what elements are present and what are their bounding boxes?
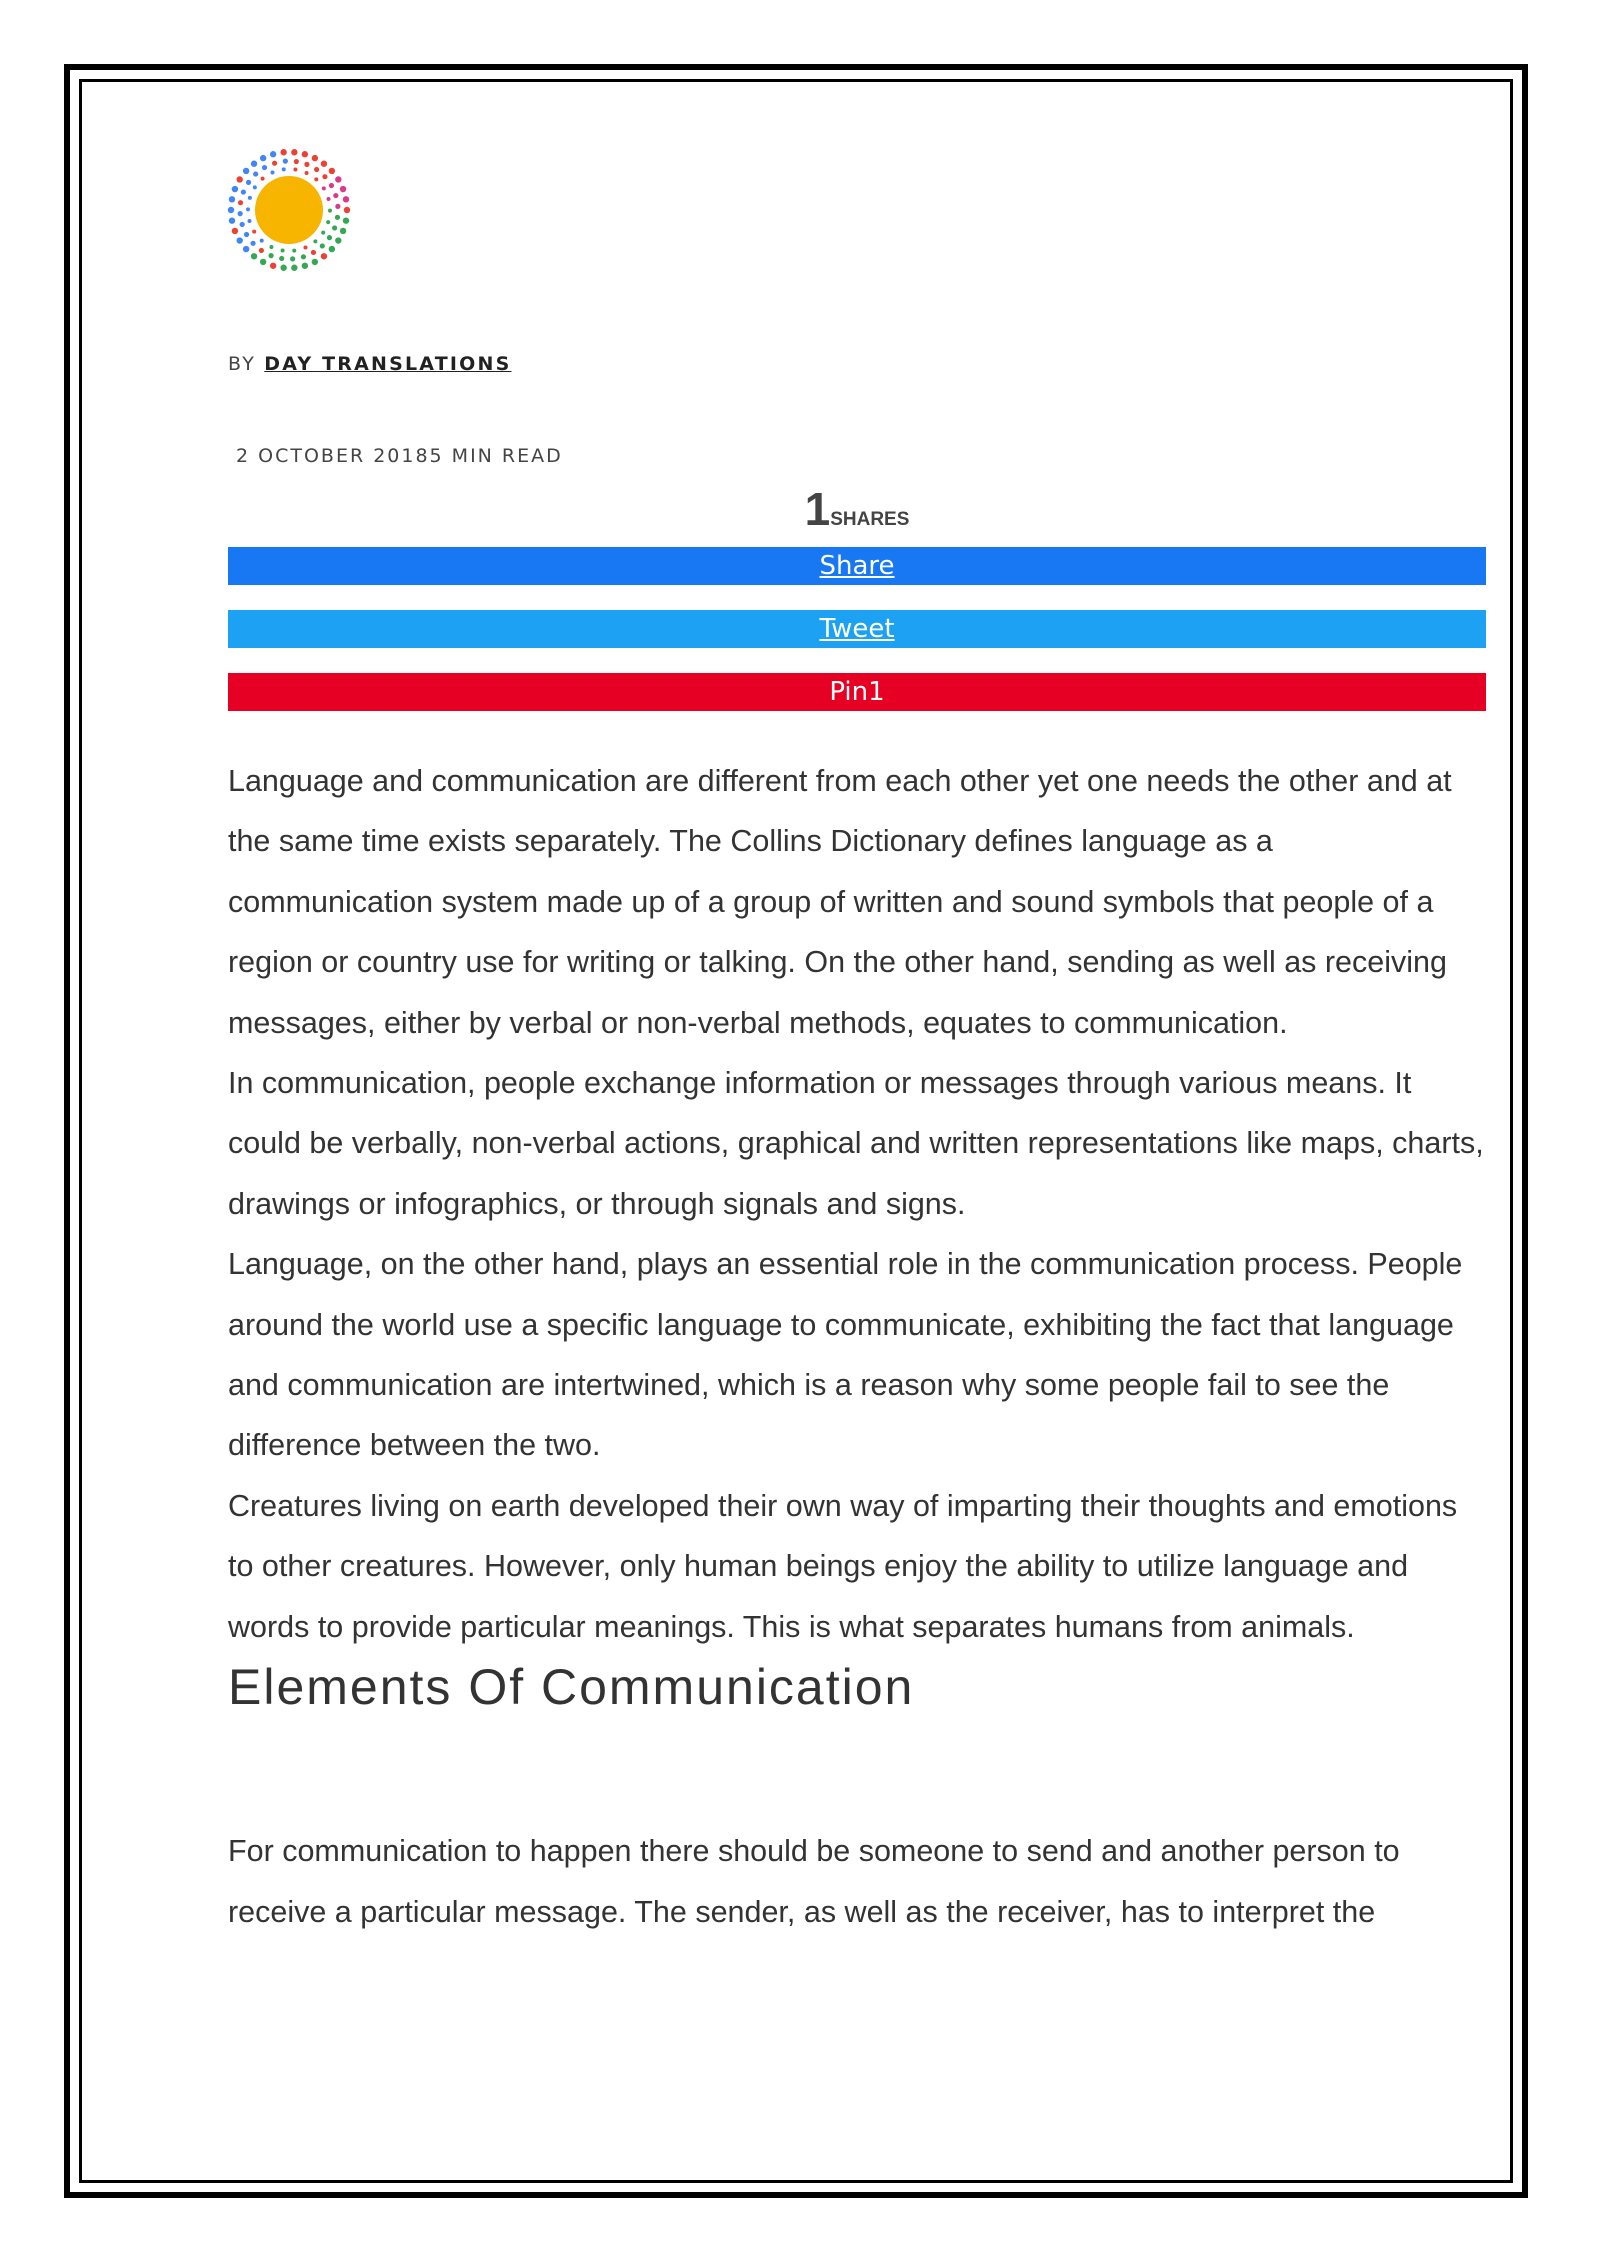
sun-logo-icon	[224, 145, 354, 275]
article-paragraph: For communication to happen there should be someone to send and another person to receive a particular message. The sender, as well as the receiver, has to interpret the	[228, 1834, 1400, 1929]
author-link[interactable]: DAY TRANSLATIONS	[264, 353, 512, 375]
article-paragraph: Creatures living on earth developed their own way of imparting their thoughts and emotions to other creatures. However, only human beings enjoy the ability to utilize language and words to provide particular meanings. This is what separates humans from animals.	[228, 1488, 1458, 1644]
article-paragraph: Language and communication are different from each other yet one needs the other and at the same time exists separately. The Collins Dictionary defines language as a communication system made up of a group of written and sound symbols that people of a region or country use for writing or talking. On the other hand, sending as well as receiving messages, either by verbal or non-verbal methods, equates to communication.	[228, 764, 1452, 1040]
article-body	[228, 751, 1486, 1942]
byline-prefix: BY	[228, 353, 257, 375]
section-heading: Elements Of Communication	[228, 1659, 915, 1716]
share-count: 1	[804, 483, 831, 535]
twitter-tweet-button[interactable]: Tweet	[228, 610, 1486, 648]
article-paragraph: Language, on the other hand, plays an essential role in the communication process. People around the world use a specific language to communicate, exhibiting the fact that language and communication are intertwined, which is a reason why some people fail to see the difference between the two.	[228, 1247, 1463, 1463]
share-count-label: SHARES	[830, 509, 910, 530]
share-counter	[228, 485, 1486, 533]
post-date-read-time: 2 OCTOBER 20185 MIN READ	[236, 445, 563, 467]
byline	[228, 353, 1486, 375]
article-paragraph: In communication, people exchange information or messages through various means. It could be verbally, non-verbal actions, graphical and written representations like maps, charts, drawings or infographics, or through signals and signs.	[228, 1066, 1484, 1221]
article-container	[228, 145, 1486, 1942]
facebook-share-button[interactable]: Share	[228, 547, 1486, 585]
pinterest-pin-button[interactable]: Pin1	[228, 673, 1486, 711]
